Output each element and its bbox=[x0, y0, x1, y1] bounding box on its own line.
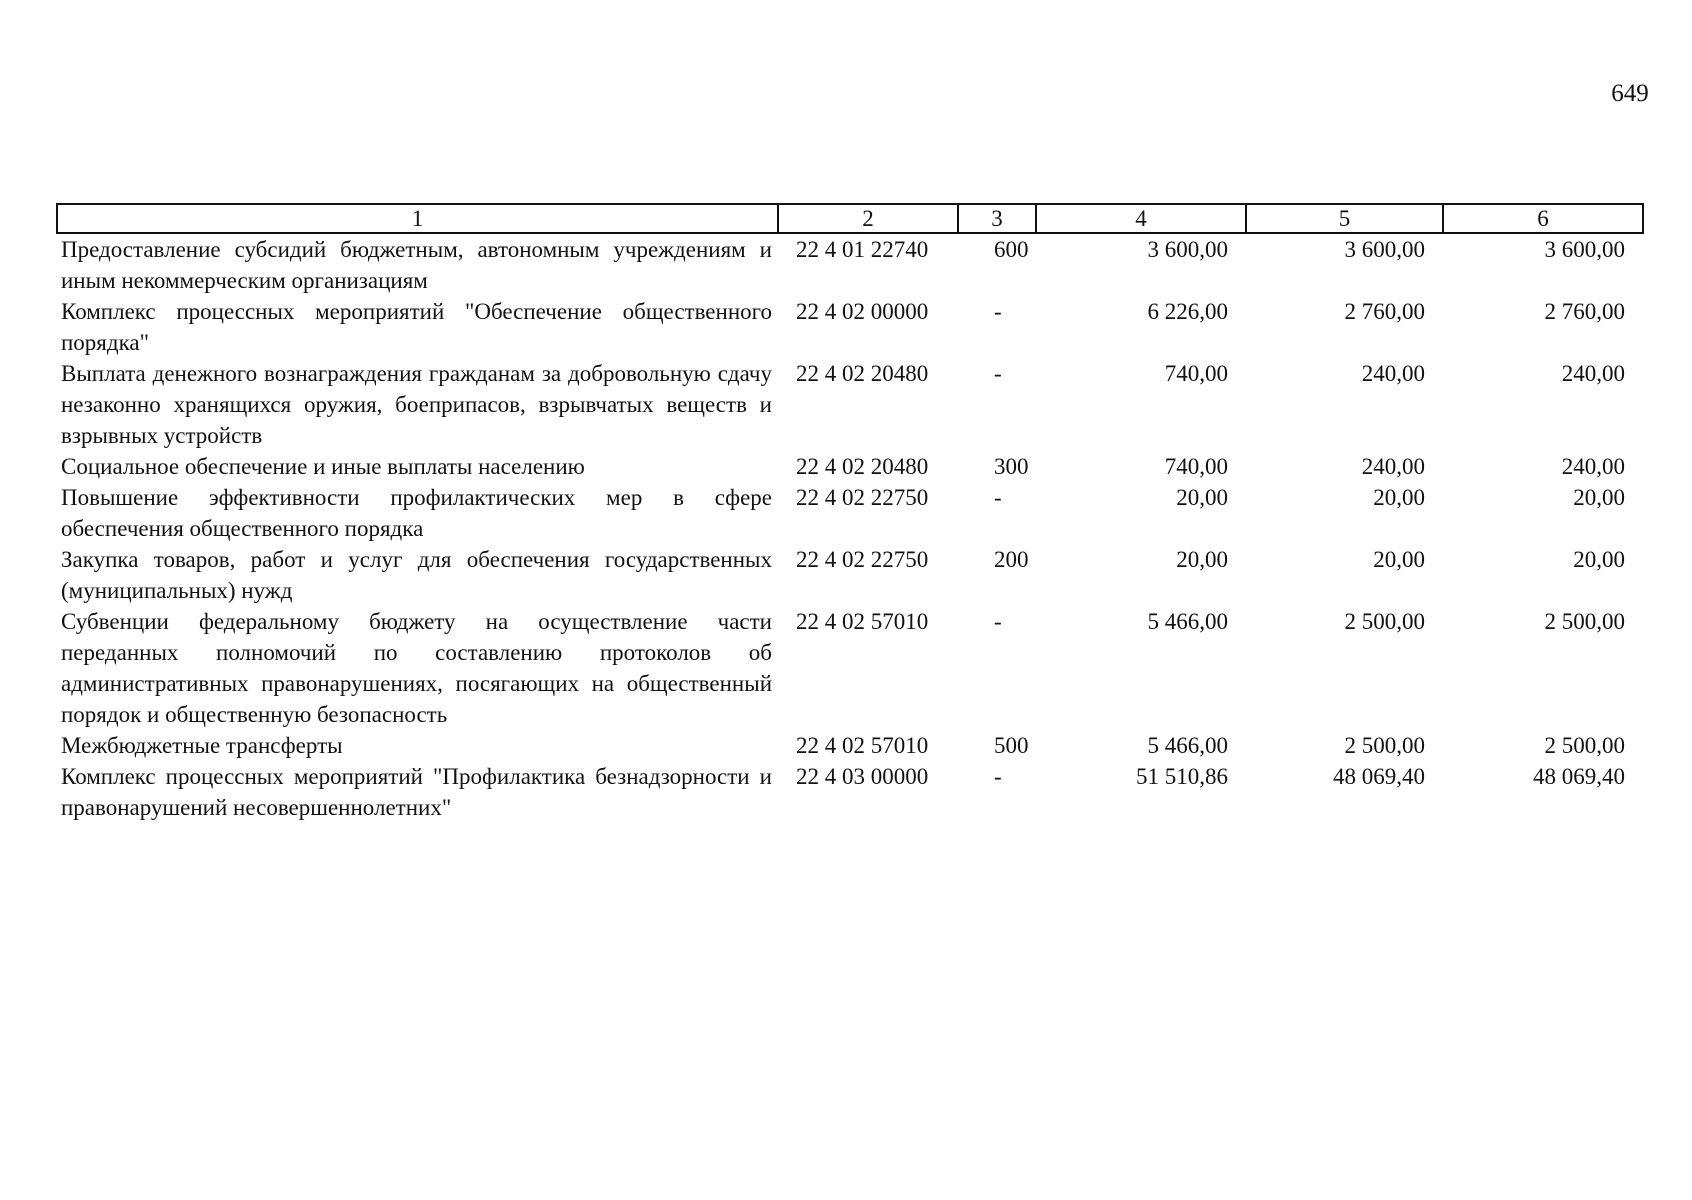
row-target-article: 22 4 02 57010 bbox=[796, 609, 929, 634]
table-row bbox=[57, 544, 1643, 606]
row-value-4: 6 226,00 bbox=[1147, 299, 1228, 324]
column-header-6: 6 bbox=[1443, 204, 1643, 233]
row-value-4: 740,00 bbox=[1164, 361, 1228, 386]
table-row bbox=[57, 482, 1643, 544]
row-value-6: 2 500,00 bbox=[1544, 609, 1625, 634]
row-value-4: 3 600,00 bbox=[1147, 237, 1228, 262]
row-name: Повышение эффективности профилактических мер в сфере обеспечения общественного порядка bbox=[61, 485, 772, 541]
row-name: Комплекс процессных мероприятий "Обеспечение общественного порядка" bbox=[61, 299, 772, 355]
row-name: Предоставление субсидий бюджетным, автономным учреждениям и иным некоммерческим организациям bbox=[61, 237, 772, 293]
row-value-6: 3 600,00 bbox=[1544, 237, 1625, 262]
row-value-6: 2 500,00 bbox=[1544, 733, 1625, 758]
row-value-5: 2 500,00 bbox=[1344, 733, 1425, 758]
column-header-2: 2 bbox=[778, 204, 958, 233]
row-target-article: 22 4 03 00000 bbox=[796, 764, 929, 789]
row-expense-type: 300 bbox=[994, 454, 1029, 479]
row-value-5: 2 500,00 bbox=[1344, 609, 1425, 634]
row-target-article: 22 4 02 22750 bbox=[796, 485, 929, 510]
row-value-5: 240,00 bbox=[1361, 454, 1425, 479]
row-value-5: 20,00 bbox=[1373, 547, 1425, 572]
row-expense-type: 600 bbox=[994, 237, 1029, 262]
row-target-article: 22 4 02 20480 bbox=[796, 361, 929, 386]
table-row bbox=[57, 451, 1643, 482]
row-expense-type: - bbox=[994, 361, 1002, 386]
row-value-4: 51 510,86 bbox=[1136, 764, 1228, 789]
column-header-1: 1 bbox=[57, 204, 778, 233]
row-value-4: 20,00 bbox=[1176, 547, 1228, 572]
table-row bbox=[57, 730, 1643, 761]
row-name: Выплата денежного вознаграждения гражданам за добровольную сдачу незаконно хранящихся оружия, боеприпасов, взрывчатых веществ и взрывных устройств bbox=[61, 361, 772, 448]
row-value-6: 20,00 bbox=[1573, 547, 1625, 572]
row-expense-type: 500 bbox=[994, 733, 1029, 758]
row-expense-type: - bbox=[994, 764, 1002, 789]
header-row bbox=[57, 204, 1643, 233]
table-row bbox=[57, 358, 1643, 451]
row-target-article: 22 4 02 20480 bbox=[796, 454, 929, 479]
row-value-5: 3 600,00 bbox=[1344, 237, 1425, 262]
row-value-5: 2 760,00 bbox=[1344, 299, 1425, 324]
row-target-article: 22 4 02 22750 bbox=[796, 547, 929, 572]
row-value-5: 240,00 bbox=[1361, 361, 1425, 386]
column-header-5: 5 bbox=[1246, 204, 1443, 233]
row-target-article: 22 4 02 57010 bbox=[796, 733, 929, 758]
row-target-article: 22 4 01 22740 bbox=[796, 237, 929, 262]
row-expense-type: 200 bbox=[994, 547, 1029, 572]
row-value-4: 20,00 bbox=[1176, 485, 1228, 510]
row-value-6: 48 069,40 bbox=[1533, 764, 1625, 789]
row-value-6: 20,00 bbox=[1573, 485, 1625, 510]
table-row bbox=[57, 296, 1643, 358]
row-value-5: 20,00 bbox=[1373, 485, 1425, 510]
row-name: Межбюджетные трансферты bbox=[61, 733, 343, 758]
row-value-4: 5 466,00 bbox=[1147, 733, 1228, 758]
row-name: Субвенции федеральному бюджету на осуществление части переданных полномочий по составлению протоколов об административных правонарушениях, посягающих на общественный порядок и общественную безопасность bbox=[61, 609, 772, 727]
page-number: 649 bbox=[1611, 80, 1649, 107]
row-value-6: 2 760,00 bbox=[1544, 299, 1625, 324]
row-expense-type: - bbox=[994, 609, 1002, 634]
row-value-6: 240,00 bbox=[1561, 454, 1625, 479]
budget-table bbox=[56, 203, 1644, 823]
row-value-4: 740,00 bbox=[1164, 454, 1228, 479]
row-value-5: 48 069,40 bbox=[1333, 764, 1425, 789]
row-name: Комплекс процессных мероприятий "Профилактика безнадзорности и правонарушений несовершеннолетних" bbox=[61, 764, 772, 820]
row-target-article: 22 4 02 00000 bbox=[796, 299, 929, 324]
column-header-4: 4 bbox=[1036, 204, 1246, 233]
table-row bbox=[57, 606, 1643, 730]
column-header-3: 3 bbox=[958, 204, 1036, 233]
row-name: Социальное обеспечение и иные выплаты населению bbox=[61, 454, 585, 479]
row-value-4: 5 466,00 bbox=[1147, 609, 1228, 634]
row-name: Закупка товаров, работ и услуг для обеспечения государственных (муниципальных) нужд bbox=[61, 547, 772, 603]
row-expense-type: - bbox=[994, 299, 1002, 324]
row-expense-type: - bbox=[994, 485, 1002, 510]
table-row bbox=[57, 233, 1643, 296]
table-row bbox=[57, 761, 1643, 823]
row-value-6: 240,00 bbox=[1561, 361, 1625, 386]
